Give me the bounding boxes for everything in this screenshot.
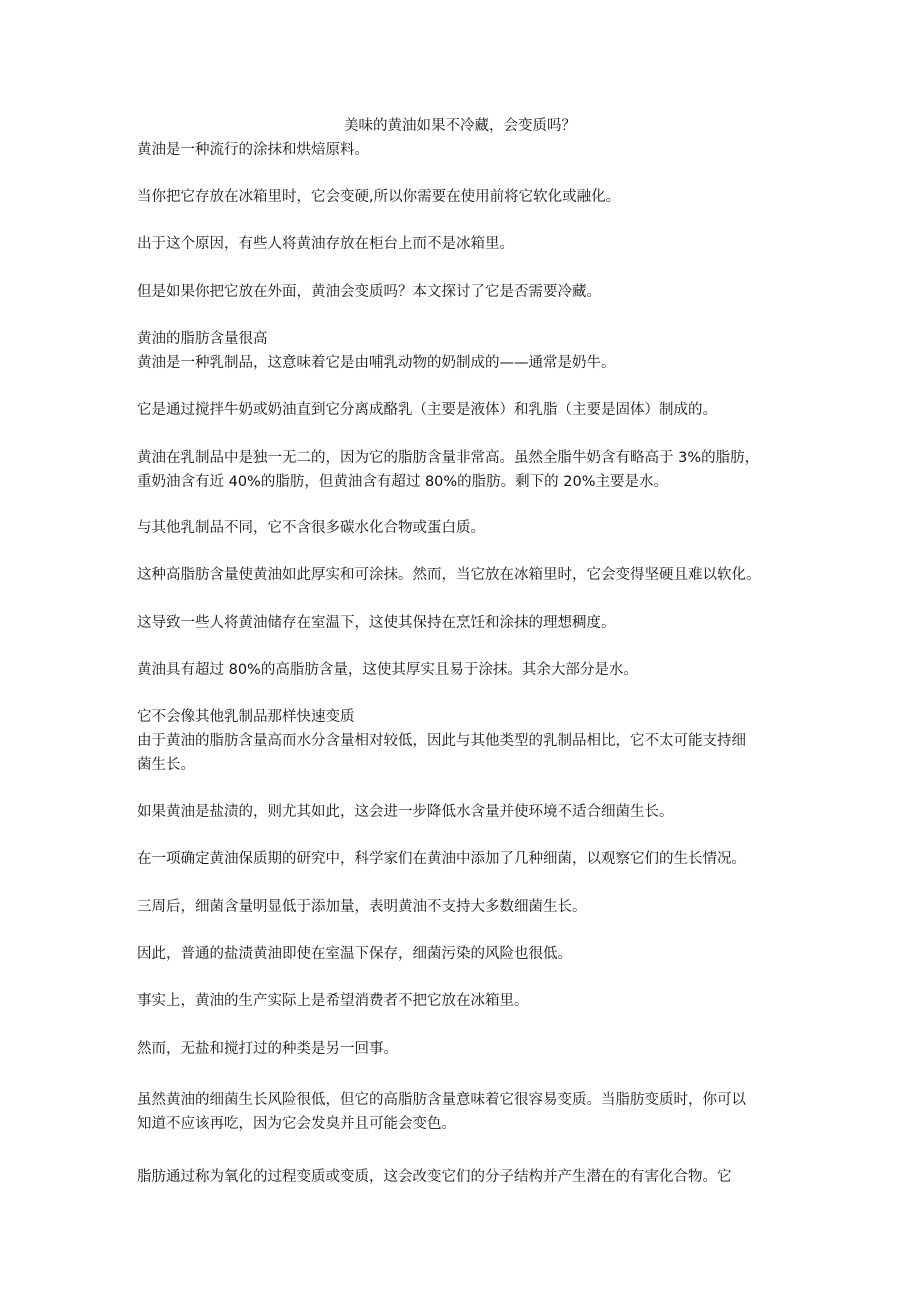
paragraph [137, 351, 797, 375]
paragraph [137, 729, 797, 777]
paragraph-line: 如果黄油是盐渍的，则尤其如此，这会进一步降低水含量并使环境不适合细菌生长。 [137, 804, 674, 820]
paragraph [137, 138, 797, 162]
paragraph [137, 611, 797, 635]
paragraph [137, 280, 797, 304]
section-heading [137, 327, 797, 351]
paragraph-line: 它是通过搅拌牛奶或奶油直到它分离成酪乳（主要是液体）和乳脂（主要是固体）制成的。 [137, 402, 717, 418]
paragraph [137, 1088, 797, 1136]
paragraph-line: 由于黄油的脂肪含量高而水分含量相对较低，因此与其他类型的乳制品相比，它不太可能支持细 [137, 733, 746, 749]
paragraph [137, 446, 797, 494]
paragraph-line: 黄油具有超过 80%的高脂肪含量，这使其厚实且易于涂抹。其余大部分是水。 [137, 662, 638, 678]
paragraph [137, 800, 797, 824]
paragraph [137, 658, 797, 682]
paragraph [137, 232, 797, 256]
paragraph [137, 516, 797, 540]
paragraph-line: 黄油在乳制品中是独一无二的，因为它的脂肪含量非常高。虽然全脂牛奶含有略高于 3%的脂肪， [137, 450, 760, 466]
paragraph-line: 虽然黄油的细菌生长风险很低，但它的高脂肪含量意味着它很容易变质。当脂肪变质时，你可以 [137, 1092, 746, 1108]
paragraph [137, 847, 797, 871]
paragraph-line: 脂肪通过称为氧化的过程变质或变质，这会改变它们的分子结构并产生潜在的有害化合物。它 [137, 1169, 732, 1185]
paragraph-line: 出于这个原因，有些人将黄油存放在柜台上而不是冰箱里。 [137, 236, 514, 252]
paragraph [137, 1165, 797, 1189]
paragraph-line: 三周后，细菌含量明显低于添加量，表明黄油不支持大多数细菌生长。 [137, 899, 587, 915]
paragraph-line: 与其他乳制品不同，它不含很多碳水化合物或蛋白质。 [137, 520, 485, 536]
paragraph [137, 1037, 797, 1061]
section-heading [137, 705, 797, 729]
paragraph-line: 事实上，黄油的生产实际上是希望消费者不把它放在冰箱里。 [137, 993, 529, 1009]
paragraph [137, 563, 797, 587]
paragraph-line: 黄油的脂肪含量很高 [137, 331, 268, 347]
paragraph-line: 然而，无盐和搅打过的种类是另一回事。 [137, 1041, 398, 1057]
paragraph-line: 这导致一些人将黄油储存在室温下，这使其保持在烹饪和涂抹的理想稠度。 [137, 615, 616, 631]
paragraph-line: 在一项确定黄油保质期的研究中，科学家们在黄油中添加了几种细菌，以观察它们的生长情况。 [137, 851, 746, 867]
paragraph-line: 但是如果你把它放在外面，黄油会变质吗？本文探讨了它是否需要冷藏。 [137, 284, 601, 300]
paragraph [137, 185, 797, 209]
paragraph-line: 这种高脂肪含量使黄油如此厚实和可涂抹。然而，当它放在冰箱里时，它会变得坚硬且难以软化。 [137, 567, 761, 583]
paragraph-line: 知道不应该再吃，因为它会发臭并且可能会变色。 [137, 1116, 456, 1132]
paragraph [137, 989, 797, 1013]
paragraph-line: 黄油是一种乳制品，这意味着它是由哺乳动物的奶制成的——通常是奶牛。 [137, 355, 616, 371]
paragraph-line: 菌生长。 [137, 757, 195, 773]
paragraph [137, 895, 797, 919]
paragraph-line: 黄油是一种流行的涂抹和烘焙原料。 [137, 142, 369, 158]
document-title: 美味的黄油如果不冷藏，会变质吗？ [344, 118, 576, 134]
paragraph-line: 它不会像其他乳制品那样快速变质 [137, 709, 355, 725]
paragraph-line: 重奶油含有近 40%的脂肪，但黄油含有超过 80%的脂肪。剩下的 20%主要是水。 [137, 474, 669, 490]
paragraph-line: 当你把它存放在冰箱里时，它会变硬,所以你需要在使用前将它软化或融化。 [137, 189, 621, 205]
paragraph [137, 942, 797, 966]
paragraph [137, 398, 797, 422]
paragraph-line: 因此，普通的盐渍黄油即使在室温下保存，细菌污染的风险也很低。 [137, 946, 572, 962]
